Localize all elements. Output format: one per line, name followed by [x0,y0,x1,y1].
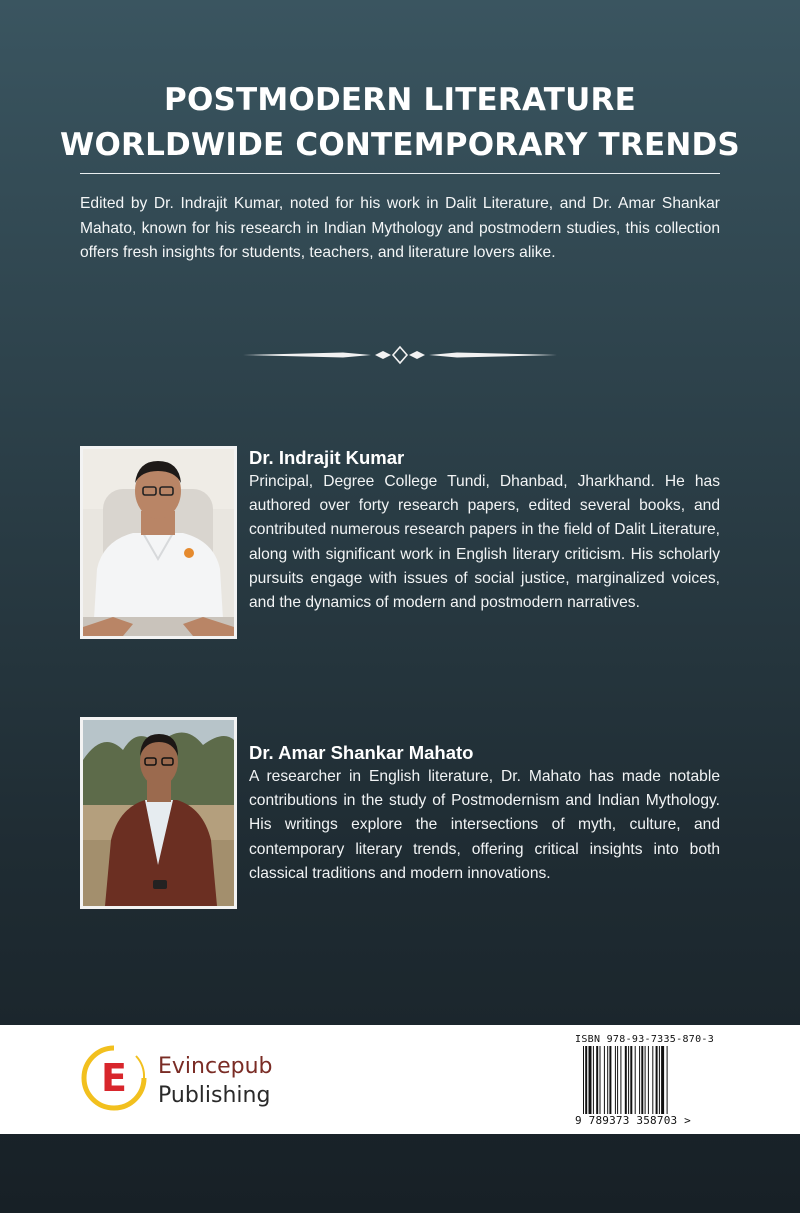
barcode-bar [648,1046,649,1114]
barcode-bar [593,1046,594,1114]
barcode-bar [641,1046,643,1114]
title-divider [80,173,720,174]
author-photo-indrajit-kumar [80,446,237,639]
barcode-bar [596,1046,598,1114]
publisher-name: Evincepub [158,1054,273,1079]
barcode-bar [604,1046,605,1114]
barcode-bar [639,1046,640,1114]
barcode-bar [615,1046,616,1114]
barcode-bar [620,1046,621,1114]
title-line-1: POSTMODERN LITERATURE [164,82,636,118]
ornament-divider-icon [243,344,557,366]
barcode-bar [609,1046,611,1114]
barcode-bar [667,1046,668,1114]
barcode-bar [652,1046,653,1114]
barcode-bar [589,1046,592,1114]
barcode-bar [607,1046,608,1114]
logo-letter: E [101,1056,127,1100]
barcode [583,1046,698,1114]
isbn-label: ISBN 978-93-7335-870-3 [575,1034,715,1045]
publisher-subname: Publishing [158,1083,271,1108]
barcode-bar [583,1046,584,1114]
author-photo-amar-shankar-mahato [80,717,237,909]
title-line-2: WORLDWIDE CONTEMPORARY TRENDS [60,127,740,163]
book-title [0,78,800,168]
author-name-1: Dr. Indrajit Kumar [249,447,405,468]
barcode-bar [600,1046,601,1114]
author-name-2: Dr. Amar Shankar Mahato [249,742,474,763]
barcode-bar [630,1046,632,1114]
barcode-bar [661,1046,664,1114]
publisher-logo-icon [80,1044,148,1112]
barcode-bar [617,1046,618,1114]
barcode-bar [659,1046,660,1114]
barcode-bar [585,1046,587,1114]
barcode-digits: 9 789373 358703 > [575,1114,691,1127]
barcode-bar [625,1046,627,1114]
intro-paragraph: Edited by Dr. Indrajit Kumar, noted for his work in Dalit Literature, and Dr. Amar Shankar Mahato, known for his research in Indian Mythology and postmodern studies, this collection offers fresh insights for students, teachers, and literature lovers alike. [80,195,720,261]
barcode-bar [635,1046,636,1114]
barcode-bar [628,1046,629,1114]
author-bio-1: Principal, Degree College Tundi, Dhanbad, Jharkhand. He has authored over forty research papers, edited several books, and contributed numerous research papers in the field of Dalit Literature, along with significant work in English literary criticism. His scholarly pursuits engage with issues of social justice, marginalized voices, and the dynamics of modern and postmodern narratives. [249,473,720,612]
barcode-bar [656,1046,658,1114]
author-bio-2: A researcher in English literature, Dr. Mahato has made notable contributions in the study of Postmodernism and Indian Mythology. His writings explore the intersections of myth, culture, and contemporary literary trends, offering critical insights into both classical traditions and modern innovations. [249,768,720,882]
barcode-bar [645,1046,646,1114]
